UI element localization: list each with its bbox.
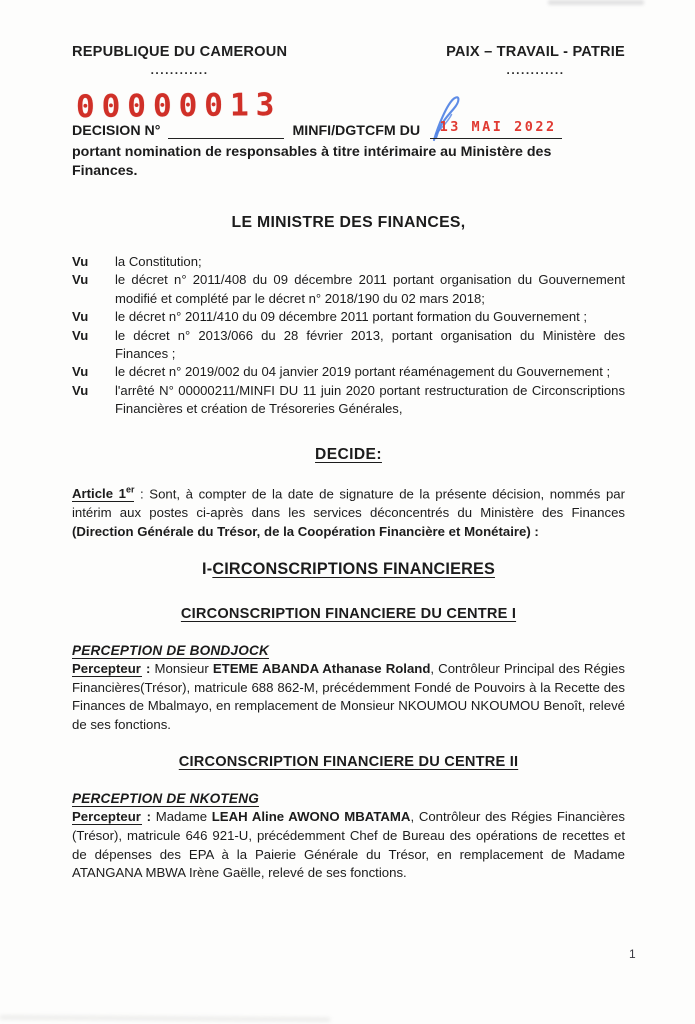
- visa-item: [72, 271, 625, 308]
- visa-text: le décret n° 2019/002 du 04 janvier 2019 portant réaménagement du Gouvernement ;: [115, 364, 611, 380]
- visa-label: Vu: [72, 327, 89, 343]
- subject-line-1: portant nomination de responsables à titre intérimaire au Ministère des: [72, 144, 552, 160]
- appointee-name: LEAH Aline AWONO MBATAMA: [211, 809, 411, 825]
- page-number: 1: [629, 947, 636, 961]
- subsection-centre-1-heading: [72, 606, 625, 622]
- civility: Monsieur: [154, 661, 213, 677]
- scan-artifact-top: [548, 0, 644, 5]
- role-label: Percepteur: [72, 661, 141, 677]
- role-colon: :: [141, 661, 155, 677]
- article-1-paragraph: [72, 481, 625, 541]
- subject-line-2: Finances.: [72, 163, 138, 179]
- article-1-label-text: Article 1: [72, 486, 126, 502]
- visa-item: [72, 308, 625, 326]
- minister-heading: LE MINISTRE DES FINANCES,: [231, 214, 466, 231]
- perception-bondjock-paragraph: [72, 660, 625, 734]
- scan-artifact-bottom: [0, 1016, 330, 1021]
- country-title: REPUBLIQUE DU CAMEROUN: [72, 44, 288, 60]
- decide-heading-text: DECIDE:: [315, 445, 382, 463]
- appointment-details: , Contrôleur Principal des Régies Financières(Trésor), matricule 688 862-M, précédemment Fondé de Pouvoirs à la Recette des Finances de Mbalmayo, en remplacement de Monsieur NKOUMOU NKOUMOU Benoît, relevé de ses fonctions.: [72, 661, 625, 732]
- appointment-details: , Contrôleur des Régies Financières (Trésor), matricule 646 921-U, précédemment Chef de Bureau des opérations de recettes et de dépenses des EPA à la Paierie Générale du Trésor, en remplacement de Madame ATANGANA MBWA Irène Gaëlle, relevé de ses fonctions.: [72, 809, 625, 881]
- perception-bondjock-heading: PERCEPTION DE BONDJOCK: [72, 643, 270, 659]
- civility: Madame: [155, 809, 212, 825]
- visa-label: Vu: [72, 254, 89, 269]
- article-1-bold-tail: (Direction Générale du Trésor, de la Coopération Financière et Monétaire) :: [72, 524, 539, 540]
- visa-text: la Constitution;: [115, 254, 202, 269]
- visa-text: le décret n° 2011/410 du 09 décembre 2011 portant formation du Gouvernement ;: [115, 309, 588, 325]
- visa-label: Vu: [72, 309, 89, 325]
- decision-number-blank: [168, 123, 284, 139]
- visa-item: [72, 363, 625, 381]
- date-stamp: 13 MAI 2022: [439, 119, 557, 135]
- article-1-superscript: er: [125, 484, 135, 495]
- dotted-separator-left: ............: [150, 63, 209, 77]
- visa-item: [72, 253, 625, 271]
- chapter-1-heading: [72, 560, 625, 579]
- visa-label: Vu: [72, 272, 89, 288]
- visa-text: le décret n° 2013/066 du 28 février 2013, portant organisation du Ministère des Finances ;: [115, 327, 625, 362]
- role-colon: :: [141, 809, 156, 825]
- header-right: [446, 44, 625, 77]
- decision-middle: MINFI/DGTCFM DU: [292, 123, 421, 139]
- decide-heading: [72, 446, 625, 464]
- appointee-name: ETEME ABANDA Athanase Roland: [212, 661, 431, 677]
- dotted-separator-right: ............: [506, 63, 565, 77]
- decision-subject: [72, 143, 625, 181]
- decision-date-blank: [430, 119, 562, 139]
- chapter-1-title: CIRCONSCRIPTIONS FINANCIERES: [212, 560, 495, 579]
- visa-item: [72, 327, 625, 364]
- registry-number-stamp: 00000013: [75, 86, 282, 126]
- subsection-centre-1-title: CIRCONSCRIPTION FINANCIERE DU CENTRE I: [180, 606, 517, 623]
- visa-text: le décret n° 2011/408 du 09 décembre 2011 portant organisation du Gouvernement modifié et complété par le décret n° 2018/190 du 02 mars 2018;: [115, 272, 625, 306]
- decision-number-line: [72, 119, 625, 139]
- motto-title: PAIX – TRAVAIL - PATRIE: [446, 44, 625, 60]
- visa-list: [72, 253, 625, 419]
- subsection-centre-2-title: CIRCONSCRIPTION FINANCIERE DU CENTRE II: [178, 754, 519, 771]
- role-label: Percepteur: [72, 809, 141, 825]
- visa-label: Vu: [72, 364, 89, 380]
- chapter-1-prefix: I-: [202, 560, 213, 579]
- visa-item: [72, 382, 625, 419]
- document-header: [72, 44, 625, 77]
- article-1-body: : Sont, à compter de la date de signature de la présente décision, nommés par intérim aux postes ci-après dans les services déconcentrés du Ministère des Finances: [72, 486, 625, 521]
- subsection-centre-2-heading: [72, 754, 625, 770]
- visa-text: l'arrêté N° 00000211/MINFI DU 11 juin 2020 portant restructuration de Circonscriptions Financières et création de Trésoreries Générales,: [115, 382, 625, 417]
- visa-label: Vu: [72, 382, 89, 398]
- decision-prefix: DECISION N°: [72, 123, 161, 139]
- perception-nkoteng-heading: PERCEPTION DE NKOTENG: [72, 791, 259, 807]
- header-left: [72, 44, 287, 77]
- perception-nkoteng-paragraph: [72, 808, 625, 882]
- article-1-label: [72, 486, 134, 502]
